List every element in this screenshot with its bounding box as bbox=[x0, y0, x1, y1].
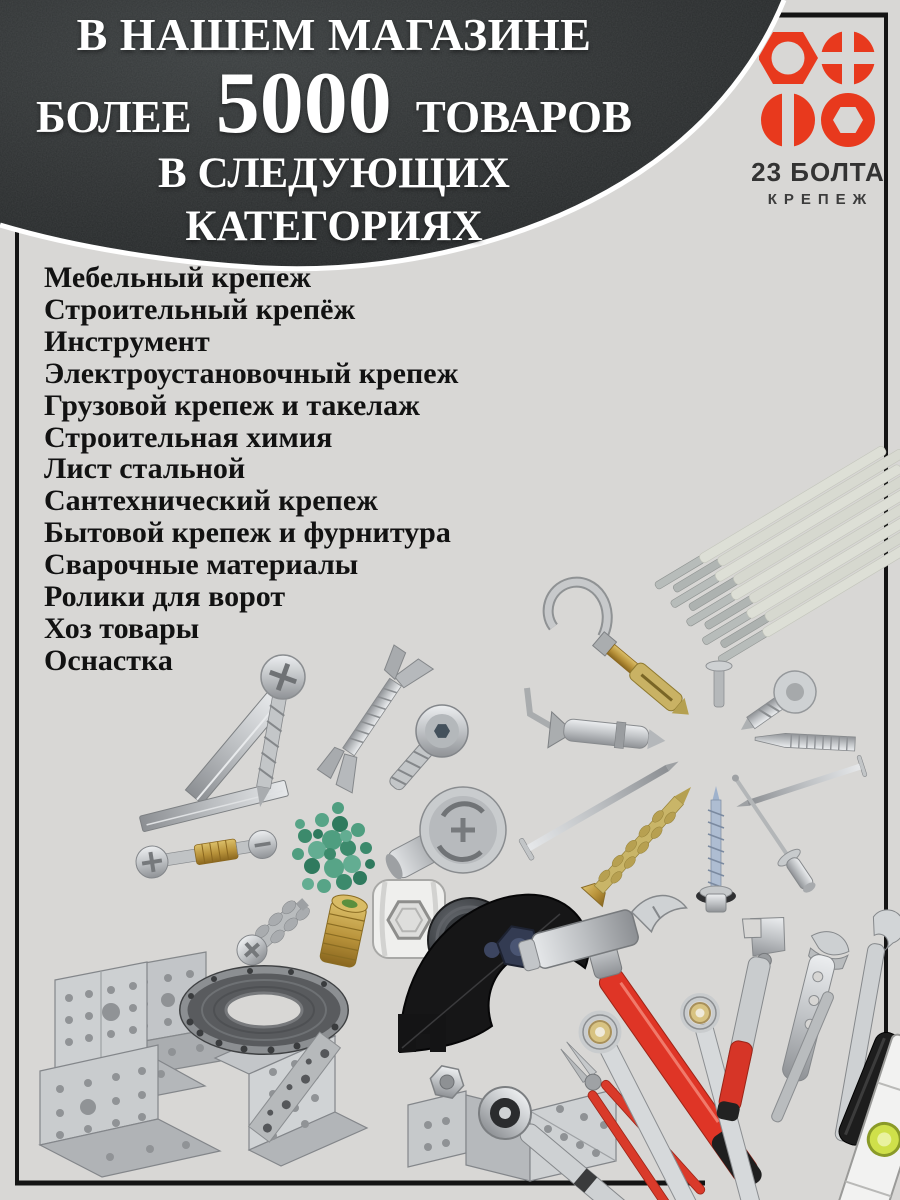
category-item: Сварочные материалы bbox=[44, 548, 359, 582]
threaded-stud bbox=[755, 732, 856, 751]
category-item: Бытовой крепеж и фурнитура bbox=[44, 516, 451, 550]
category-item: Мебельный крепеж bbox=[44, 261, 311, 294]
category-item: Строительный крепёж bbox=[44, 292, 356, 326]
category-item: Оснастка bbox=[44, 643, 173, 677]
locking-pliers bbox=[766, 928, 853, 1130]
headline-line3: В СЛЕДУЮЩИХ bbox=[158, 150, 510, 198]
category-item: Лист стальной bbox=[44, 452, 246, 486]
welding-electrodes-photo bbox=[653, 431, 900, 673]
headline-line1: В НАШЕМ МАГАЗИНЕ bbox=[76, 9, 592, 60]
logo-title: 23 БОЛТА bbox=[751, 157, 885, 187]
logo-subtitle: КРЕПЕЖ bbox=[767, 191, 874, 208]
roofing-screw bbox=[696, 786, 736, 912]
gold-decking-screw bbox=[582, 778, 702, 907]
nail bbox=[518, 751, 684, 861]
category-item: Грузовой крепеж и такелаж bbox=[44, 388, 420, 422]
headline-line4: КАТЕГОРИЯХ bbox=[185, 202, 483, 250]
category-item: Электроустановочный крепеж bbox=[44, 356, 459, 390]
furniture-bolt bbox=[387, 705, 468, 792]
brass-insert bbox=[319, 892, 369, 968]
headline-number: 5000 bbox=[215, 54, 392, 152]
euro-screw bbox=[231, 891, 316, 972]
green-plastic-caps bbox=[292, 802, 375, 893]
blind-rivet bbox=[723, 768, 823, 898]
category-item: Строительная химия bbox=[44, 420, 333, 454]
category-item: Инструмент bbox=[44, 324, 210, 358]
category-list bbox=[44, 262, 458, 677]
pin-rivet bbox=[706, 661, 732, 707]
category-item: Ролики для ворот bbox=[44, 580, 286, 614]
headline-suffix: ТОВАРОВ bbox=[415, 91, 633, 142]
category-item: Сантехнический крепеж bbox=[44, 484, 378, 518]
cam-lock bbox=[382, 787, 506, 883]
category-item: Хоз товары bbox=[44, 611, 200, 645]
headline-prefix: БОЛЕЕ bbox=[35, 91, 192, 142]
minifix-bolt bbox=[134, 826, 279, 880]
drive-anchor bbox=[548, 712, 667, 760]
